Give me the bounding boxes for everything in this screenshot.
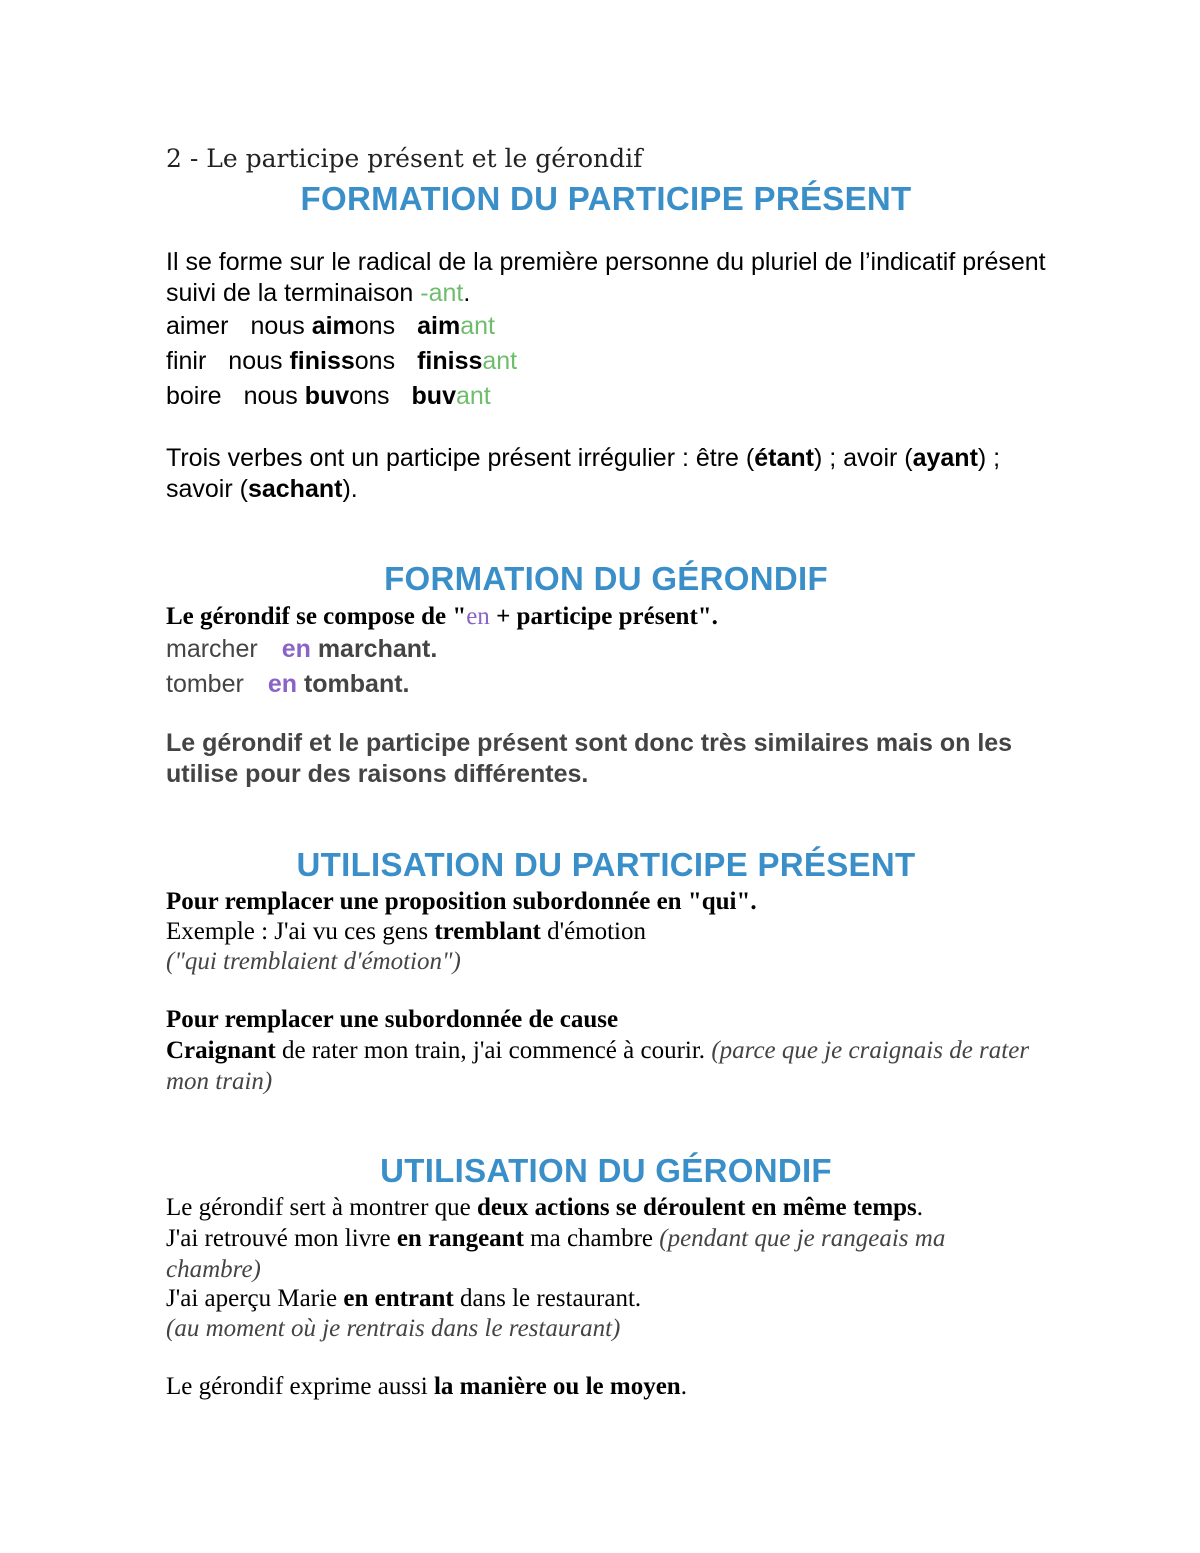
utilisation-example-1 xyxy=(166,918,1046,946)
gerondif-example-marcher xyxy=(166,635,1046,664)
participle-stem: finiss xyxy=(417,347,483,375)
gerondif-usage-line-4 xyxy=(166,1373,1046,1401)
gerondif-example-tomber xyxy=(166,670,1046,699)
infinitive: finir xyxy=(166,347,207,375)
usage-text: J'ai aperçu Marie xyxy=(166,1285,344,1312)
usage-text: . xyxy=(680,1373,687,1400)
gerondif-usage-line-2 xyxy=(166,1223,1046,1285)
formation-intro-paragraph xyxy=(166,247,1046,309)
en-word: en xyxy=(281,635,311,663)
example-bold: Craignant xyxy=(166,1037,276,1064)
example-text: Exemple : J'ai vu ces gens xyxy=(166,918,435,945)
gerondif-note: Le gérondif et le participe présent sont donc très similaires mais on les utilise pour des raisons différentes. xyxy=(166,729,1013,788)
ons-ending: ons xyxy=(354,347,396,375)
infinitive: boire xyxy=(166,382,222,410)
example-text: de rater mon train, j'ai commencé à courir. xyxy=(275,1037,712,1064)
usage-text: Le gérondif sert à montrer que xyxy=(166,1194,477,1221)
gerund-form: tombant. xyxy=(297,670,410,698)
irregular-text: ) ; avoir ( xyxy=(813,444,913,472)
usage-note: (pendant que je rangeais ma chambre) xyxy=(166,1225,946,1283)
gerondif-rule xyxy=(166,603,1046,631)
heading-formation-participe: FORMATION DU PARTICIPE PRÉSENT xyxy=(300,180,912,217)
irregular-etant: étant xyxy=(754,444,814,472)
heading-formation-gerondif: FORMATION DU GÉRONDIF xyxy=(384,560,828,597)
irregular-ayant: ayant xyxy=(912,444,978,472)
gerondif-usage-line-1 xyxy=(166,1194,1046,1222)
ons-ending: ons xyxy=(354,312,396,340)
nous-pronoun: nous xyxy=(250,312,312,340)
usage-bold: la manière ou le moyen xyxy=(433,1373,681,1400)
document-title: 2 - Le participe présent et le gérondif xyxy=(166,144,643,173)
participle-stem: aim xyxy=(417,312,461,340)
radical: buv xyxy=(304,382,350,410)
intro-period: . xyxy=(463,279,471,307)
irregular-sachant: sachant xyxy=(247,475,343,503)
example-note: (parce que je craignais de rater mon train) xyxy=(166,1037,1030,1095)
nous-pronoun: nous xyxy=(228,347,290,375)
utilisation-example-1-note: ("qui tremblaient d'émotion") xyxy=(166,948,461,975)
usage-bold: deux actions se déroulent en même temps xyxy=(477,1194,917,1221)
usage-text: J'ai retrouvé mon livre xyxy=(166,1225,397,1252)
participle-ending: ant xyxy=(455,382,491,410)
radical: finiss xyxy=(289,347,355,375)
radical: aim xyxy=(311,312,355,340)
gerund-form: marchant. xyxy=(310,635,438,663)
usage-text: dans le restaurant. xyxy=(453,1285,642,1312)
gerondif-usage-line-3 xyxy=(166,1285,1046,1313)
intro-text: Il se forme sur le radical de la première personne du pluriel de l’indicatif présent suivi de la terminaison xyxy=(166,248,1046,307)
participle-ending: ant xyxy=(482,347,518,375)
participle-ending: ant xyxy=(460,312,495,340)
ending-ant: -ant xyxy=(420,279,464,307)
utilisation-example-2 xyxy=(166,1035,1046,1097)
irregular-participles-paragraph xyxy=(166,443,1046,505)
example-text: d'émotion xyxy=(540,918,647,945)
nous-pronoun: nous xyxy=(243,382,305,410)
rule-en: en xyxy=(466,603,490,630)
utilisation-rule-cause: Pour remplacer une subordonnée de cause xyxy=(166,1006,619,1033)
en-word: en xyxy=(267,670,297,698)
heading-utilisation-gerondif: UTILISATION DU GÉRONDIF xyxy=(380,1152,832,1189)
rule-text: Le gérondif se compose de " xyxy=(166,603,467,630)
usage-text: ma chambre xyxy=(523,1225,660,1252)
utilisation-rule-qui: Pour remplacer une proposition subordonnée en "qui". xyxy=(166,888,757,915)
rule-text: + participe présent". xyxy=(489,603,718,630)
irregular-text: ) ; savoir ( xyxy=(166,444,1001,503)
usage-bold: en entrant xyxy=(343,1285,454,1312)
example-row-finir xyxy=(166,347,1046,376)
example-bold: tremblant xyxy=(434,918,541,945)
participle-stem: buv xyxy=(411,382,456,410)
usage-text: Le gérondif exprime aussi xyxy=(166,1373,434,1400)
example-row-aimer xyxy=(166,312,1046,341)
ons-ending: ons xyxy=(349,382,390,410)
usage-bold: en rangeant xyxy=(396,1225,524,1252)
irregular-text: ). xyxy=(342,475,358,503)
infinitive: marcher xyxy=(166,635,258,663)
usage-text: . xyxy=(916,1194,924,1221)
infinitive: tomber xyxy=(166,670,244,698)
infinitive: aimer xyxy=(166,312,229,340)
gerondif-usage-line-3-note: (au moment où je rentrais dans le restaurant) xyxy=(166,1315,621,1342)
irregular-text: Trois verbes ont un participe présent irrégulier : être ( xyxy=(166,444,755,472)
example-row-boire xyxy=(166,382,1046,411)
heading-utilisation-participe: UTILISATION DU PARTICIPE PRÉSENT xyxy=(296,846,916,883)
